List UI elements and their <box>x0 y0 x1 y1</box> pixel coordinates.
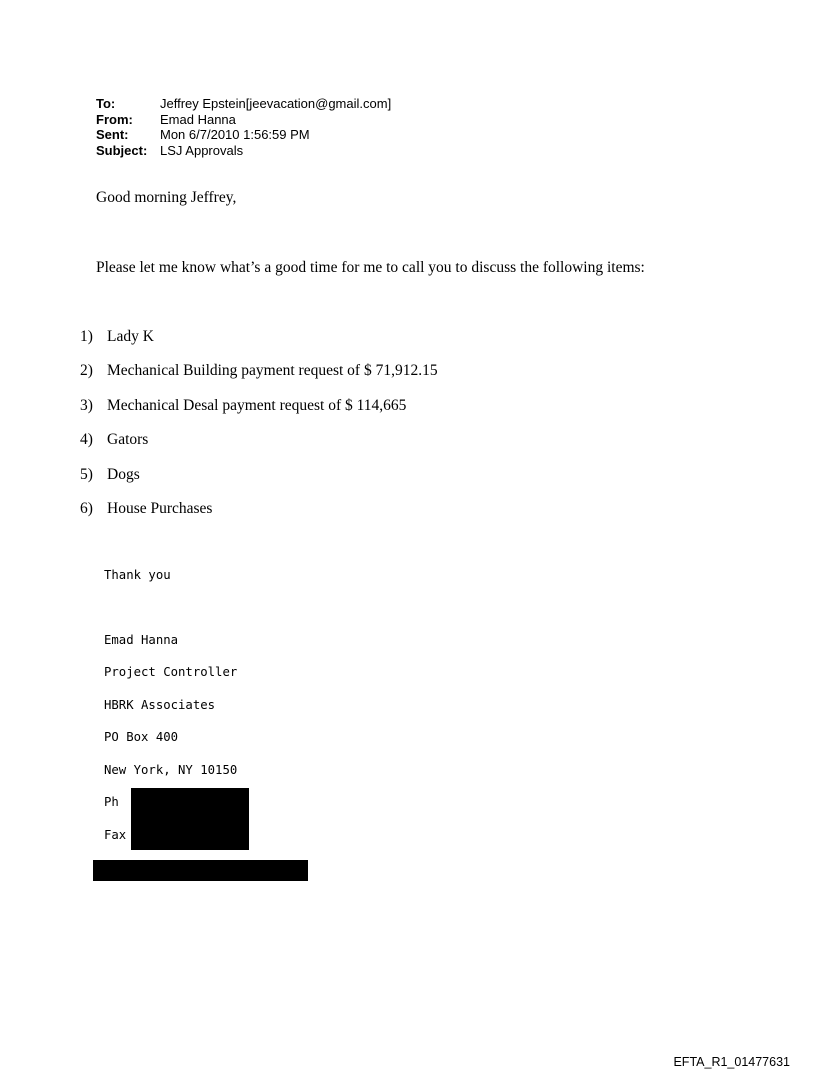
redaction-block-line <box>93 860 308 881</box>
redaction-block-phone-fax <box>131 788 249 850</box>
email-header <box>96 96 391 158</box>
item-number: 2) <box>80 362 93 380</box>
item-number: 1) <box>80 328 93 345</box>
signature-phone-label: Ph <box>104 795 119 809</box>
signature-thanks: Thank you <box>104 568 171 582</box>
subject-row <box>96 143 391 159</box>
document-id: EFTA_R1_01477631 <box>673 1055 790 1069</box>
item-text: House Purchases <box>107 499 213 517</box>
item-number: 3) <box>80 396 93 414</box>
item-text: Mechanical Building payment request of $ 71,912.15 <box>107 362 438 380</box>
to-value: Jeffrey Epstein[jeevacation@gmail.com] <box>160 96 392 111</box>
item-text: Dogs <box>107 465 140 483</box>
sent-label: Sent: <box>96 127 129 142</box>
list-item <box>80 397 438 431</box>
greeting: Good morning Jeffrey, <box>96 189 237 206</box>
signature-address-line1: PO Box 400 <box>104 730 179 744</box>
signature-fax-label: Fax <box>104 828 127 842</box>
item-text: Lady K <box>107 328 154 345</box>
to-row <box>96 96 391 112</box>
intro-paragraph: Please let me know what’s a good time for me to call you to discuss the following items: <box>96 259 645 276</box>
item-number: 5) <box>80 465 93 483</box>
item-number: 6) <box>80 499 93 517</box>
from-label: From: <box>96 111 133 127</box>
item-text: Gators <box>107 431 149 449</box>
from-row <box>96 112 391 128</box>
sent-row <box>96 127 391 143</box>
to-label: To: <box>96 96 116 111</box>
subject-label: Subject: <box>96 142 148 158</box>
sent-value: Mon 6/7/2010 1:56:59 PM <box>160 127 310 142</box>
list-item <box>80 500 438 534</box>
list-item <box>80 466 438 500</box>
item-list <box>80 328 438 534</box>
list-item <box>80 328 438 362</box>
item-number: 4) <box>80 431 93 449</box>
signature-name: Emad Hanna <box>104 633 179 647</box>
item-text: Mechanical Desal payment request of $ 114,665 <box>107 396 407 414</box>
signature-company: HBRK Associates <box>104 698 216 712</box>
from-value: Emad Hanna <box>160 111 236 127</box>
list-item <box>80 431 438 465</box>
subject-value: LSJ Approvals <box>160 142 244 158</box>
signature-address-line2: New York, NY 10150 <box>104 763 238 777</box>
signature-title: Project Controller <box>104 665 238 679</box>
list-item <box>80 362 438 396</box>
